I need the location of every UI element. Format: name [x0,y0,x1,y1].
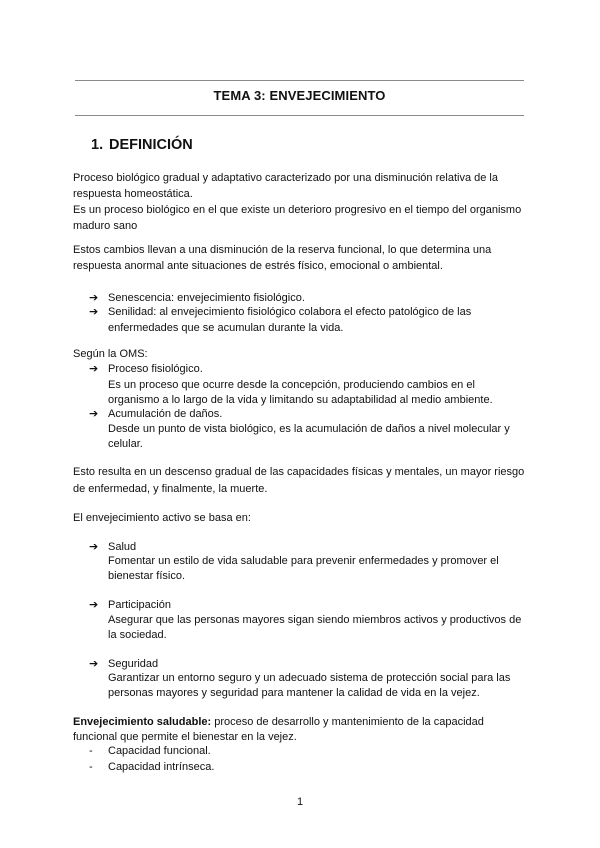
arrow-bullet-icon: ➔ [89,599,99,611]
bullet-line: Senescencia: envejecimiento fisiológico. [108,292,305,304]
top-rule [75,80,524,81]
title-bottom-rule [75,115,524,116]
paragraph-line: El envejecimiento activo se basa en: [73,512,251,524]
arrow-bullet-icon: ➔ [89,292,99,304]
bullet-line: Asegurar que las personas mayores sigan siendo miembros activos y productivos de [108,614,522,626]
paragraph-line: funcional que permite el bienestar en la vejez. [73,731,297,743]
paragraph-line: Estos cambios llevan a una disminución de la reserva funcional, lo que determina una [73,244,492,256]
bullet-line: Desde un punto de vista biológico, es la acumulación de daños a nivel molecular y [108,423,510,435]
section-number: 1. [91,137,104,153]
bullet-line: organismo a lo largo de la vida y limitando su adaptabilidad al medio ambiente. [108,394,493,406]
bullet-line: Seguridad [108,658,159,670]
definition-text: proceso de desarrollo y mantenimiento de la capacidad [211,716,484,728]
dash-bullet-icon: - [89,761,93,773]
dash-list-item: Capacidad intrínseca. [108,761,215,773]
arrow-bullet-icon: ➔ [89,363,99,375]
bullet-line: Senilidad: al envejecimiento fisiológico colabora el efecto patológico de las [108,306,472,318]
bullet-line: Participación [108,599,171,611]
document-title: TEMA 3: ENVEJECIMIENTO [213,88,386,103]
paragraph-line: maduro sano [73,220,138,232]
bullet-line: personas mayores y seguridad para mantener la calidad de vida en la vejez. [108,687,480,699]
bullet-line: Salud [108,541,137,553]
bullet-line: Proceso fisiológico. [108,363,203,375]
definition-term: Envejecimiento saludable: [73,716,212,728]
paragraph-line: Proceso biológico gradual y adaptativo caracterizado por una disminución relativa de la [73,172,498,184]
section-heading [91,137,193,153]
arrow-bullet-icon: ➔ [89,408,99,420]
bullet-line: Acumulación de daños. [108,408,223,420]
page-number: 1 [296,796,304,808]
definition-line [73,714,484,730]
bullet-line: la sociedad. [108,629,167,641]
arrow-bullet-icon: ➔ [89,306,99,318]
dash-bullet-icon: - [89,745,93,757]
paragraph-line: Según la OMS: [73,348,148,360]
dash-list-item: Capacidad funcional. [108,745,211,757]
arrow-bullet-icon: ➔ [89,658,99,670]
bullet-line: enfermedades que se acumulan durante la vida. [108,322,344,334]
paragraph-line: Es un proceso biológico en el que existe un deterioro progresivo en el tiempo del organismo [73,204,522,216]
arrow-bullet-icon: ➔ [89,541,99,553]
bullet-line: Es un proceso que ocurre desde la concepción, produciendo cambios en el [108,379,475,391]
section-title: DEFINICIÓN [109,137,193,153]
bullet-line: Garantizar un entorno seguro y un adecuado sistema de protección social para las [108,672,511,684]
paragraph-line: Esto resulta en un descenso gradual de las capacidades físicas y mentales, un mayor riesgo [73,466,525,478]
bullet-line: bienestar físico. [108,570,186,582]
bullet-line: celular. [108,438,143,450]
paragraph-line: respuesta homeostática. [73,188,193,200]
bullet-line: Fomentar un estilo de vida saludable para prevenir enfermedades y promover el [108,555,499,567]
paragraph-line: de enfermedad, y finalmente, la muerte. [73,483,268,495]
paragraph-line: respuesta anormal ante situaciones de estrés físico, emocional o ambiental. [73,260,443,272]
